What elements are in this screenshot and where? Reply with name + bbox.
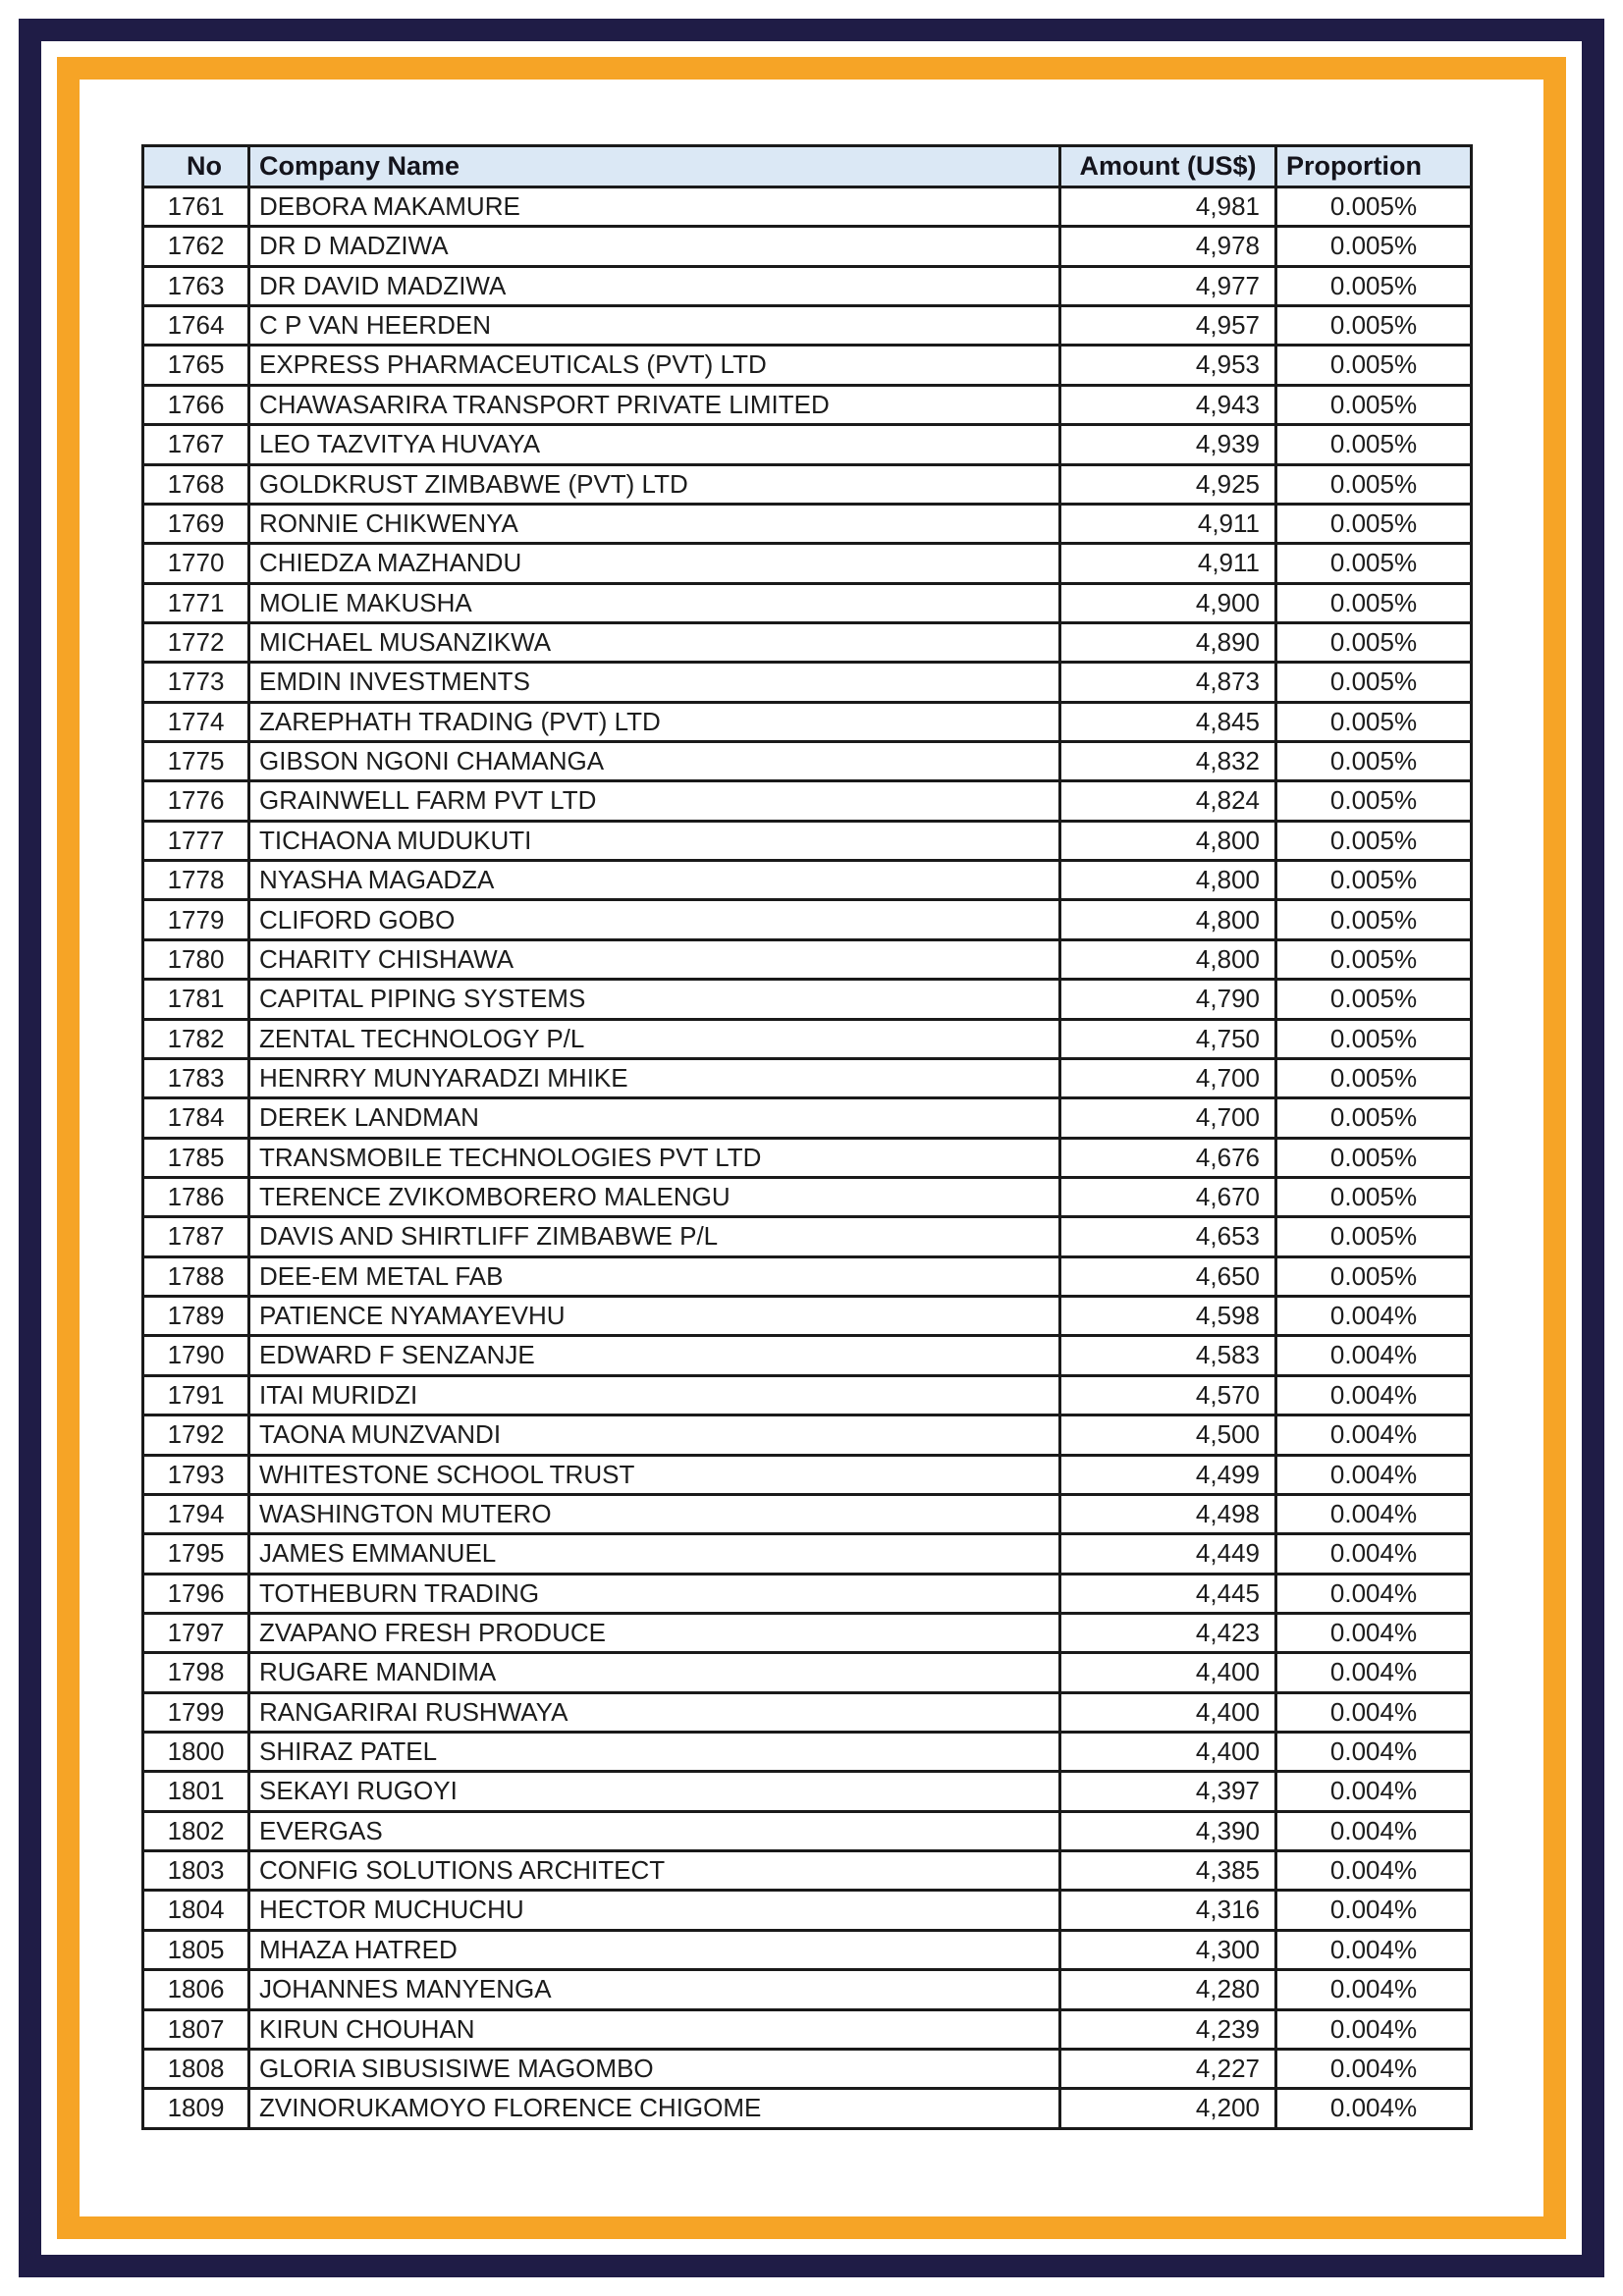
row-amount-cell: 4,423 xyxy=(1060,1613,1276,1652)
row-amount-cell: 4,800 xyxy=(1060,939,1276,979)
row-company-name-cell: EXPRESS PHARMACEUTICALS (PVT) LTD xyxy=(249,346,1060,385)
row-no-cell: 1766 xyxy=(143,385,249,424)
row-company-name-cell: TAONA MUNZVANDI xyxy=(249,1415,1060,1455)
header-no: No xyxy=(143,146,249,187)
row-no-cell: 1762 xyxy=(143,227,249,266)
row-amount-cell: 4,750 xyxy=(1060,1019,1276,1058)
row-proportion-cell: 0.004% xyxy=(1276,1930,1472,1969)
row-company-name-cell: DAVIS AND SHIRTLIFF ZIMBABWE P/L xyxy=(249,1217,1060,1256)
row-amount-cell: 4,845 xyxy=(1060,702,1276,741)
row-amount-cell: 4,890 xyxy=(1060,622,1276,662)
table-body xyxy=(143,187,1472,2129)
row-amount-cell: 4,397 xyxy=(1060,1772,1276,1811)
row-company-name-cell: DEBORA MAKAMURE xyxy=(249,187,1060,227)
row-amount-cell: 4,300 xyxy=(1060,1930,1276,1969)
table-row xyxy=(143,1177,1472,1216)
row-proportion-cell: 0.004% xyxy=(1276,1415,1472,1455)
row-company-name-cell: CHARITY CHISHAWA xyxy=(249,939,1060,979)
row-no-cell: 1794 xyxy=(143,1494,249,1533)
row-proportion-cell: 0.005% xyxy=(1276,1098,1472,1138)
row-proportion-cell: 0.004% xyxy=(1276,1336,1472,1375)
row-amount-cell: 4,498 xyxy=(1060,1494,1276,1533)
row-no-cell: 1776 xyxy=(143,781,249,821)
row-proportion-cell: 0.004% xyxy=(1276,1891,1472,1930)
row-no-cell: 1790 xyxy=(143,1336,249,1375)
table-row xyxy=(143,861,1472,900)
table-row xyxy=(143,1733,1472,1772)
row-proportion-cell: 0.005% xyxy=(1276,861,1472,900)
header-proportion: Proportion xyxy=(1276,146,1472,187)
table-row xyxy=(143,346,1472,385)
row-proportion-cell: 0.005% xyxy=(1276,622,1472,662)
row-company-name-cell: TRANSMOBILE TECHNOLOGIES PVT LTD xyxy=(249,1138,1060,1177)
row-no-cell: 1769 xyxy=(143,504,249,543)
row-amount-cell: 4,500 xyxy=(1060,1415,1276,1455)
row-no-cell: 1802 xyxy=(143,1811,249,1850)
row-proportion-cell: 0.005% xyxy=(1276,504,1472,543)
row-no-cell: 1785 xyxy=(143,1138,249,1177)
row-company-name-cell: GIBSON NGONI CHAMANGA xyxy=(249,742,1060,781)
table-row xyxy=(143,1613,1472,1652)
row-proportion-cell: 0.004% xyxy=(1276,1375,1472,1415)
row-company-name-cell: RONNIE CHIKWENYA xyxy=(249,504,1060,543)
row-company-name-cell: CHAWASARIRA TRANSPORT PRIVATE LIMITED xyxy=(249,385,1060,424)
table-row xyxy=(143,1375,1472,1415)
row-amount-cell: 4,400 xyxy=(1060,1733,1276,1772)
row-no-cell: 1765 xyxy=(143,346,249,385)
row-no-cell: 1788 xyxy=(143,1256,249,1296)
row-company-name-cell: GLORIA SIBUSISIWE MAGOMBO xyxy=(249,2049,1060,2088)
row-company-name-cell: EMDIN INVESTMENTS xyxy=(249,663,1060,702)
row-no-cell: 1807 xyxy=(143,2009,249,2049)
row-amount-cell: 4,449 xyxy=(1060,1534,1276,1574)
row-amount-cell: 4,981 xyxy=(1060,187,1276,227)
header-company-name: Company Name xyxy=(249,146,1060,187)
table-row xyxy=(143,425,1472,464)
row-company-name-cell: ZENTAL TECHNOLOGY P/L xyxy=(249,1019,1060,1058)
row-company-name-cell: EVERGAS xyxy=(249,1811,1060,1850)
row-no-cell: 1806 xyxy=(143,1970,249,2009)
row-no-cell: 1774 xyxy=(143,702,249,741)
row-no-cell: 1809 xyxy=(143,2089,249,2128)
table-row xyxy=(143,2089,1472,2128)
row-proportion-cell: 0.005% xyxy=(1276,544,1472,583)
row-no-cell: 1792 xyxy=(143,1415,249,1455)
row-amount-cell: 4,227 xyxy=(1060,2049,1276,2088)
row-company-name-cell: JOHANNES MANYENGA xyxy=(249,1970,1060,2009)
table-row xyxy=(143,266,1472,305)
table-row xyxy=(143,821,1472,860)
row-company-name-cell: DR DAVID MADZIWA xyxy=(249,266,1060,305)
row-no-cell: 1772 xyxy=(143,622,249,662)
row-proportion-cell: 0.005% xyxy=(1276,187,1472,227)
row-proportion-cell: 0.005% xyxy=(1276,1138,1472,1177)
table-row xyxy=(143,900,1472,939)
row-amount-cell: 4,653 xyxy=(1060,1217,1276,1256)
row-amount-cell: 4,800 xyxy=(1060,861,1276,900)
table-row xyxy=(143,544,1472,583)
row-amount-cell: 4,598 xyxy=(1060,1297,1276,1336)
row-company-name-cell: EDWARD F SENZANJE xyxy=(249,1336,1060,1375)
row-proportion-cell: 0.005% xyxy=(1276,1177,1472,1216)
header-amount: Amount (US$) xyxy=(1060,146,1276,187)
table-row xyxy=(143,1415,1472,1455)
table-row xyxy=(143,1692,1472,1732)
row-proportion-cell: 0.005% xyxy=(1276,980,1472,1019)
row-no-cell: 1782 xyxy=(143,1019,249,1058)
table-row xyxy=(143,1772,1472,1811)
row-no-cell: 1800 xyxy=(143,1733,249,1772)
row-proportion-cell: 0.004% xyxy=(1276,1692,1472,1732)
row-amount-cell: 4,676 xyxy=(1060,1138,1276,1177)
row-proportion-cell: 0.004% xyxy=(1276,1851,1472,1891)
row-company-name-cell: GOLDKRUST ZIMBABWE (PVT) LTD xyxy=(249,464,1060,504)
row-amount-cell: 4,583 xyxy=(1060,1336,1276,1375)
row-no-cell: 1770 xyxy=(143,544,249,583)
row-no-cell: 1801 xyxy=(143,1772,249,1811)
row-proportion-cell: 0.004% xyxy=(1276,1733,1472,1772)
row-company-name-cell: ZVAPANO FRESH PRODUCE xyxy=(249,1613,1060,1652)
row-no-cell: 1767 xyxy=(143,425,249,464)
row-amount-cell: 4,943 xyxy=(1060,385,1276,424)
row-amount-cell: 4,400 xyxy=(1060,1653,1276,1692)
table-row xyxy=(143,1653,1472,1692)
row-no-cell: 1777 xyxy=(143,821,249,860)
table-row xyxy=(143,781,1472,821)
row-company-name-cell: DEREK LANDMAN xyxy=(249,1098,1060,1138)
row-company-name-cell: RUGARE MANDIMA xyxy=(249,1653,1060,1692)
row-company-name-cell: SEKAYI RUGOYI xyxy=(249,1772,1060,1811)
row-no-cell: 1789 xyxy=(143,1297,249,1336)
row-proportion-cell: 0.004% xyxy=(1276,1613,1472,1652)
row-proportion-cell: 0.005% xyxy=(1276,306,1472,346)
row-company-name-cell: TOTHEBURN TRADING xyxy=(249,1574,1060,1613)
row-no-cell: 1781 xyxy=(143,980,249,1019)
row-company-name-cell: SHIRAZ PATEL xyxy=(249,1733,1060,1772)
row-amount-cell: 4,280 xyxy=(1060,1970,1276,2009)
row-no-cell: 1796 xyxy=(143,1574,249,1613)
row-amount-cell: 4,978 xyxy=(1060,227,1276,266)
row-amount-cell: 4,977 xyxy=(1060,266,1276,305)
row-amount-cell: 4,911 xyxy=(1060,544,1276,583)
row-proportion-cell: 0.005% xyxy=(1276,939,1472,979)
row-proportion-cell: 0.005% xyxy=(1276,385,1472,424)
row-no-cell: 1773 xyxy=(143,663,249,702)
table-row xyxy=(143,227,1472,266)
row-proportion-cell: 0.005% xyxy=(1276,1019,1472,1058)
row-proportion-cell: 0.004% xyxy=(1276,2049,1472,2088)
row-no-cell: 1761 xyxy=(143,187,249,227)
table-row xyxy=(143,2049,1472,2088)
row-proportion-cell: 0.005% xyxy=(1276,1256,1472,1296)
row-no-cell: 1793 xyxy=(143,1455,249,1494)
table-row xyxy=(143,504,1472,543)
row-company-name-cell: GRAINWELL FARM PVT LTD xyxy=(249,781,1060,821)
row-no-cell: 1808 xyxy=(143,2049,249,2088)
row-amount-cell: 4,200 xyxy=(1060,2089,1276,2128)
table-row xyxy=(143,702,1472,741)
row-company-name-cell: CLIFORD GOBO xyxy=(249,900,1060,939)
table-row xyxy=(143,2009,1472,2049)
table-row xyxy=(143,1494,1472,1533)
row-amount-cell: 4,957 xyxy=(1060,306,1276,346)
row-no-cell: 1784 xyxy=(143,1098,249,1138)
table-row xyxy=(143,583,1472,622)
row-amount-cell: 4,832 xyxy=(1060,742,1276,781)
row-amount-cell: 4,499 xyxy=(1060,1455,1276,1494)
table-row xyxy=(143,1455,1472,1494)
row-no-cell: 1763 xyxy=(143,266,249,305)
table-row xyxy=(143,742,1472,781)
row-amount-cell: 4,400 xyxy=(1060,1692,1276,1732)
row-amount-cell: 4,953 xyxy=(1060,346,1276,385)
row-proportion-cell: 0.005% xyxy=(1276,425,1472,464)
row-proportion-cell: 0.005% xyxy=(1276,821,1472,860)
row-proportion-cell: 0.004% xyxy=(1276,2089,1472,2128)
row-company-name-cell: TERENCE ZVIKOMBORERO MALENGU xyxy=(249,1177,1060,1216)
table-row xyxy=(143,1336,1472,1375)
table-header-row xyxy=(143,146,1472,187)
row-proportion-cell: 0.005% xyxy=(1276,1217,1472,1256)
row-company-name-cell: RANGARIRAI RUSHWAYA xyxy=(249,1692,1060,1732)
table-row xyxy=(143,622,1472,662)
row-company-name-cell: ITAI MURIDZI xyxy=(249,1375,1060,1415)
row-proportion-cell: 0.004% xyxy=(1276,2009,1472,2049)
row-proportion-cell: 0.005% xyxy=(1276,742,1472,781)
table-row xyxy=(143,1058,1472,1097)
row-company-name-cell: DR D MADZIWA xyxy=(249,227,1060,266)
row-amount-cell: 4,390 xyxy=(1060,1811,1276,1850)
row-amount-cell: 4,824 xyxy=(1060,781,1276,821)
row-proportion-cell: 0.004% xyxy=(1276,1297,1472,1336)
row-amount-cell: 4,239 xyxy=(1060,2009,1276,2049)
row-proportion-cell: 0.005% xyxy=(1276,227,1472,266)
table-row xyxy=(143,385,1472,424)
table-row xyxy=(143,1970,1472,2009)
row-amount-cell: 4,385 xyxy=(1060,1851,1276,1891)
row-company-name-cell: NYASHA MAGADZA xyxy=(249,861,1060,900)
row-company-name-cell: JAMES EMMANUEL xyxy=(249,1534,1060,1574)
row-amount-cell: 4,670 xyxy=(1060,1177,1276,1216)
row-amount-cell: 4,911 xyxy=(1060,504,1276,543)
table-row xyxy=(143,1930,1472,1969)
row-proportion-cell: 0.005% xyxy=(1276,583,1472,622)
row-amount-cell: 4,900 xyxy=(1060,583,1276,622)
row-proportion-cell: 0.004% xyxy=(1276,1455,1472,1494)
row-company-name-cell: WASHINGTON MUTERO xyxy=(249,1494,1060,1533)
row-company-name-cell: LEO TAZVITYA HUVAYA xyxy=(249,425,1060,464)
row-company-name-cell: CAPITAL PIPING SYSTEMS xyxy=(249,980,1060,1019)
row-amount-cell: 4,700 xyxy=(1060,1098,1276,1138)
row-proportion-cell: 0.005% xyxy=(1276,1058,1472,1097)
row-company-name-cell: CONFIG SOLUTIONS ARCHITECT xyxy=(249,1851,1060,1891)
row-no-cell: 1797 xyxy=(143,1613,249,1652)
table-row xyxy=(143,306,1472,346)
table-row xyxy=(143,1534,1472,1574)
row-amount-cell: 4,790 xyxy=(1060,980,1276,1019)
row-company-name-cell: PATIENCE NYAMAYEVHU xyxy=(249,1297,1060,1336)
table-row xyxy=(143,1019,1472,1058)
row-amount-cell: 4,650 xyxy=(1060,1256,1276,1296)
row-no-cell: 1779 xyxy=(143,900,249,939)
row-company-name-cell: HECTOR MUCHUCHU xyxy=(249,1891,1060,1930)
table-row xyxy=(143,464,1472,504)
row-proportion-cell: 0.005% xyxy=(1276,900,1472,939)
row-amount-cell: 4,445 xyxy=(1060,1574,1276,1613)
table-row xyxy=(143,1891,1472,1930)
table-row xyxy=(143,1138,1472,1177)
row-amount-cell: 4,700 xyxy=(1060,1058,1276,1097)
row-company-name-cell: TICHAONA MUDUKUTI xyxy=(249,821,1060,860)
row-no-cell: 1805 xyxy=(143,1930,249,1969)
row-company-name-cell: WHITESTONE SCHOOL TRUST xyxy=(249,1455,1060,1494)
row-no-cell: 1791 xyxy=(143,1375,249,1415)
row-no-cell: 1803 xyxy=(143,1851,249,1891)
table-row xyxy=(143,939,1472,979)
table-row xyxy=(143,1098,1472,1138)
row-proportion-cell: 0.005% xyxy=(1276,346,1472,385)
row-no-cell: 1787 xyxy=(143,1217,249,1256)
row-amount-cell: 4,570 xyxy=(1060,1375,1276,1415)
row-company-name-cell: C P VAN HEERDEN xyxy=(249,306,1060,346)
row-proportion-cell: 0.004% xyxy=(1276,1574,1472,1613)
row-amount-cell: 4,800 xyxy=(1060,900,1276,939)
row-no-cell: 1768 xyxy=(143,464,249,504)
row-amount-cell: 4,925 xyxy=(1060,464,1276,504)
row-no-cell: 1775 xyxy=(143,742,249,781)
row-amount-cell: 4,800 xyxy=(1060,821,1276,860)
company-amount-table xyxy=(141,144,1473,2130)
table-row xyxy=(143,1851,1472,1891)
table-row xyxy=(143,187,1472,227)
row-proportion-cell: 0.005% xyxy=(1276,266,1472,305)
row-proportion-cell: 0.005% xyxy=(1276,663,1472,702)
row-no-cell: 1798 xyxy=(143,1653,249,1692)
row-company-name-cell: HENRRY MUNYARADZI MHIKE xyxy=(249,1058,1060,1097)
row-company-name-cell: MICHAEL MUSANZIKWA xyxy=(249,622,1060,662)
table-row xyxy=(143,1811,1472,1850)
table-row xyxy=(143,1574,1472,1613)
row-no-cell: 1778 xyxy=(143,861,249,900)
row-proportion-cell: 0.005% xyxy=(1276,702,1472,741)
table-row xyxy=(143,663,1472,702)
row-proportion-cell: 0.004% xyxy=(1276,1811,1472,1850)
row-amount-cell: 4,873 xyxy=(1060,663,1276,702)
row-company-name-cell: DEE-EM METAL FAB xyxy=(249,1256,1060,1296)
row-no-cell: 1804 xyxy=(143,1891,249,1930)
row-company-name-cell: CHIEDZA MAZHANDU xyxy=(249,544,1060,583)
row-no-cell: 1799 xyxy=(143,1692,249,1732)
table-row xyxy=(143,1256,1472,1296)
row-company-name-cell: ZAREPHATH TRADING (PVT) LTD xyxy=(249,702,1060,741)
table-row xyxy=(143,1217,1472,1256)
row-company-name-cell: KIRUN CHOUHAN xyxy=(249,2009,1060,2049)
row-proportion-cell: 0.005% xyxy=(1276,781,1472,821)
row-proportion-cell: 0.004% xyxy=(1276,1970,1472,2009)
row-amount-cell: 4,939 xyxy=(1060,425,1276,464)
row-company-name-cell: MOLIE MAKUSHA xyxy=(249,583,1060,622)
row-company-name-cell: MHAZA HATRED xyxy=(249,1930,1060,1969)
row-no-cell: 1783 xyxy=(143,1058,249,1097)
row-no-cell: 1764 xyxy=(143,306,249,346)
row-proportion-cell: 0.004% xyxy=(1276,1494,1472,1533)
row-no-cell: 1780 xyxy=(143,939,249,979)
row-proportion-cell: 0.004% xyxy=(1276,1772,1472,1811)
row-no-cell: 1795 xyxy=(143,1534,249,1574)
row-company-name-cell: ZVINORUKAMOYO FLORENCE CHIGOME xyxy=(249,2089,1060,2128)
row-no-cell: 1786 xyxy=(143,1177,249,1216)
row-amount-cell: 4,316 xyxy=(1060,1891,1276,1930)
row-no-cell: 1771 xyxy=(143,583,249,622)
row-proportion-cell: 0.004% xyxy=(1276,1534,1472,1574)
row-proportion-cell: 0.004% xyxy=(1276,1653,1472,1692)
row-proportion-cell: 0.005% xyxy=(1276,464,1472,504)
table-row xyxy=(143,1297,1472,1336)
table-row xyxy=(143,980,1472,1019)
